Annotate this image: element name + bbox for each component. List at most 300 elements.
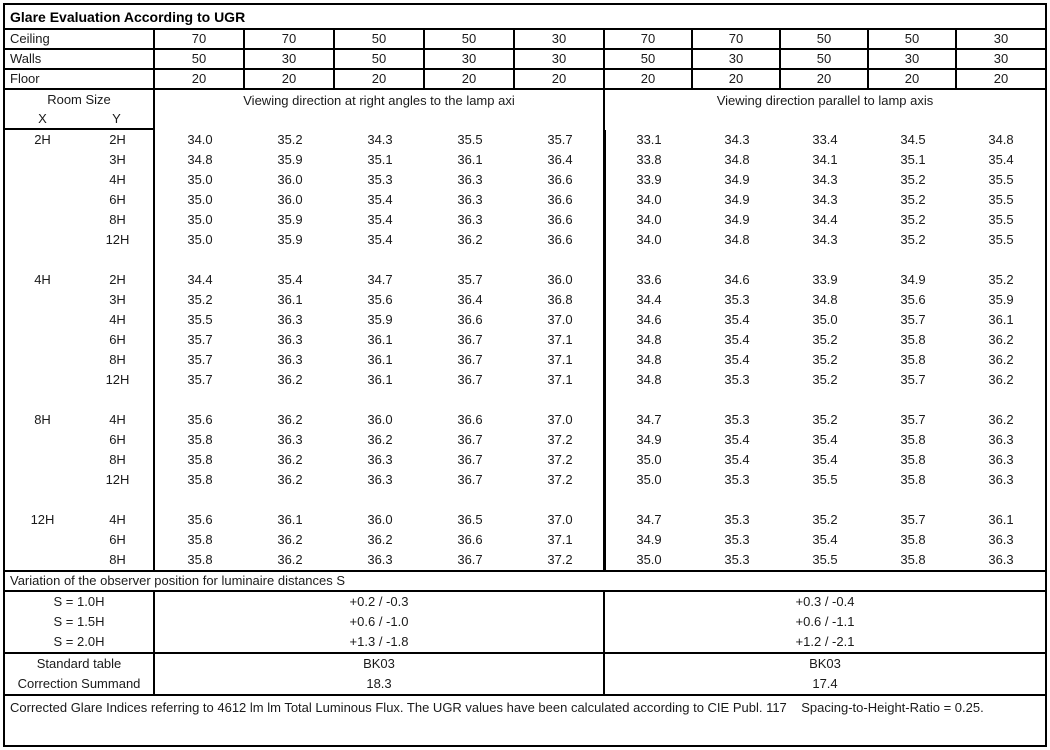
surface-label: Floor <box>5 70 155 88</box>
ugr-value-cell: 36.1 <box>367 372 393 387</box>
surface-value-cell: 50 <box>335 30 425 48</box>
ugr-values-table <box>5 130 1045 570</box>
room-size-y: 8H <box>109 352 126 367</box>
ugr-value-cell: 34.0 <box>187 132 213 147</box>
ugr-value-cell: 36.2 <box>277 412 303 427</box>
ugr-row <box>5 350 1045 370</box>
ugr-value-cell: 35.3 <box>724 532 750 547</box>
summary-parallel-value: 17.4 <box>812 676 838 691</box>
surface-value-cell: 20 <box>155 70 245 88</box>
ugr-value-cell: 37.1 <box>547 352 573 367</box>
ugr-value-cell: 36.0 <box>547 272 573 287</box>
ugr-value-cell: 34.3 <box>812 192 838 207</box>
surface-value-cell: 20 <box>245 70 335 88</box>
ugr-value-cell: 35.0 <box>187 172 213 187</box>
ugr-value-cell: 36.1 <box>277 292 303 307</box>
x-axis-label: X <box>38 111 47 126</box>
ugr-value-cell: 34.0 <box>636 192 662 207</box>
surface-value-cell: 50 <box>155 50 245 68</box>
ugr-value-cell: 36.3 <box>988 452 1014 467</box>
ugr-value-cell: 35.2 <box>812 332 838 347</box>
room-size-x <box>5 450 80 470</box>
surface-value-cell: 50 <box>605 50 693 68</box>
ugr-value-cell: 35.9 <box>277 232 303 247</box>
surface-value-cell: 30 <box>515 50 605 68</box>
parallel-heading: Viewing direction parallel to lamp axis <box>716 93 934 108</box>
ugr-value-cell: 35.8 <box>900 552 926 567</box>
ugr-value-cell: 36.8 <box>547 292 573 307</box>
ugr-value-cell: 35.4 <box>724 332 750 347</box>
surface-value-cell: 70 <box>693 30 781 48</box>
ugr-value-cell: 35.9 <box>277 152 303 167</box>
ugr-value-cell: 36.4 <box>457 292 483 307</box>
title-row <box>5 5 1045 30</box>
room-size-y: 6H <box>109 432 126 447</box>
ugr-glare-evaluation-sheet <box>3 3 1047 747</box>
ugr-value-cell: 36.3 <box>367 472 393 487</box>
ugr-row <box>5 130 1045 150</box>
ugr-value-cell: 35.3 <box>724 372 750 387</box>
ugr-value-cell: 36.1 <box>988 512 1014 527</box>
ugr-value-cell: 36.2 <box>367 532 393 547</box>
ugr-value-cell: 35.8 <box>900 352 926 367</box>
ugr-value-cell: 35.5 <box>988 212 1014 227</box>
ugr-value-cell: 35.0 <box>812 312 838 327</box>
surface-value-cell: 20 <box>425 70 515 88</box>
summary-rows <box>5 654 1045 696</box>
surface-value-cell: 30 <box>693 50 781 68</box>
room-size-x <box>5 530 80 550</box>
ugr-row <box>5 510 1045 530</box>
ugr-value-cell: 34.0 <box>636 212 662 227</box>
ugr-value-cell: 35.5 <box>812 552 838 567</box>
room-size-y: 4H <box>109 512 126 527</box>
ugr-value-cell: 35.8 <box>187 472 213 487</box>
ugr-value-cell: 36.7 <box>457 452 483 467</box>
group-gap <box>5 250 1045 270</box>
surface-label: Walls <box>5 50 155 68</box>
ugr-value-cell: 36.3 <box>457 212 483 227</box>
ugr-value-cell: 36.2 <box>277 372 303 387</box>
room-size-x <box>5 190 80 210</box>
ugr-row <box>5 330 1045 350</box>
ugr-value-cell: 36.1 <box>988 312 1014 327</box>
room-size-x <box>5 470 80 490</box>
room-size-x <box>5 310 80 330</box>
ugr-value-cell: 35.7 <box>547 132 573 147</box>
ugr-value-cell: 36.1 <box>367 332 393 347</box>
room-size-x: 12H <box>30 512 55 527</box>
ugr-value-cell: 35.9 <box>367 312 393 327</box>
surface-value-cell: 30 <box>245 50 335 68</box>
ugr-value-cell: 36.3 <box>988 552 1014 567</box>
summary-parallel-value: BK03 <box>809 656 841 671</box>
room-size-y: 3H <box>109 152 126 167</box>
group-gap <box>5 390 1045 410</box>
ugr-value-cell: 35.7 <box>187 352 213 367</box>
surface-value-cell: 30 <box>515 30 605 48</box>
ugr-value-cell: 35.2 <box>988 272 1014 287</box>
ugr-value-cell: 35.1 <box>367 152 393 167</box>
page-title: Glare Evaluation According to UGR <box>10 9 246 25</box>
ugr-row <box>5 290 1045 310</box>
ugr-value-cell: 35.3 <box>724 292 750 307</box>
ugr-value-cell: 35.2 <box>812 372 838 387</box>
ugr-value-cell: 35.7 <box>900 512 926 527</box>
ugr-row <box>5 550 1045 570</box>
ugr-value-cell: 35.5 <box>988 232 1014 247</box>
ugr-value-cell: 35.0 <box>636 552 662 567</box>
ugr-value-cell: 34.3 <box>724 132 750 147</box>
ugr-value-cell: 36.4 <box>547 152 573 167</box>
ugr-value-cell: 35.7 <box>900 412 926 427</box>
ugr-value-cell: 35.3 <box>724 512 750 527</box>
ugr-value-cell: 35.5 <box>457 132 483 147</box>
ugr-value-cell: 36.3 <box>277 312 303 327</box>
variation-row <box>5 612 1045 632</box>
variation-label: S = 2.0H <box>5 632 155 652</box>
ugr-value-cell: 35.4 <box>367 212 393 227</box>
ugr-value-cell: 35.8 <box>187 452 213 467</box>
summary-label: Standard table <box>5 654 155 674</box>
ugr-value-cell: 35.4 <box>812 432 838 447</box>
room-size-y: 12H <box>105 232 130 247</box>
surface-value-cell: 50 <box>869 30 957 48</box>
variation-right-angle-value: +0.2 / -0.3 <box>155 592 605 612</box>
ugr-value-cell: 35.3 <box>724 552 750 567</box>
ugr-value-cell: 34.8 <box>812 292 838 307</box>
ugr-value-cell: 35.5 <box>988 192 1014 207</box>
room-size-y: 3H <box>109 292 126 307</box>
ugr-value-cell: 34.9 <box>724 172 750 187</box>
room-size-x <box>5 430 80 450</box>
room-size-y: 4H <box>109 312 126 327</box>
ugr-value-cell: 36.0 <box>277 172 303 187</box>
ugr-row <box>5 150 1045 170</box>
ugr-row <box>5 170 1045 190</box>
ugr-value-cell: 36.1 <box>367 352 393 367</box>
summary-row <box>5 654 1045 674</box>
ugr-value-cell: 36.3 <box>277 332 303 347</box>
ugr-value-cell: 36.2 <box>277 452 303 467</box>
ugr-value-cell: 35.4 <box>367 232 393 247</box>
room-size-x <box>5 170 80 190</box>
room-size-x <box>5 230 80 250</box>
ugr-value-cell: 37.2 <box>547 432 573 447</box>
surface-value-cell: 20 <box>869 70 957 88</box>
surface-value-cell: 20 <box>781 70 869 88</box>
ugr-value-cell: 37.0 <box>547 312 573 327</box>
ugr-value-cell: 36.3 <box>457 192 483 207</box>
room-size-y: 12H <box>105 472 130 487</box>
ugr-value-cell: 34.4 <box>812 212 838 227</box>
ugr-value-cell: 34.9 <box>636 432 662 447</box>
room-size-y: 12H <box>105 372 130 387</box>
surface-value-cell: 50 <box>425 30 515 48</box>
variation-right-angle-value: +0.6 / -1.0 <box>155 612 605 632</box>
ugr-value-cell: 34.3 <box>812 172 838 187</box>
ugr-value-cell: 36.7 <box>457 372 483 387</box>
ugr-value-cell: 37.1 <box>547 332 573 347</box>
ugr-value-cell: 34.6 <box>724 272 750 287</box>
ugr-value-cell: 35.0 <box>187 212 213 227</box>
room-size-x <box>5 350 80 370</box>
ugr-value-cell: 36.3 <box>367 552 393 567</box>
ugr-value-cell: 34.8 <box>724 232 750 247</box>
summary-right-angle-value: 18.3 <box>155 674 605 694</box>
ugr-value-cell: 36.6 <box>547 172 573 187</box>
ugr-value-cell: 34.3 <box>812 232 838 247</box>
ugr-value-cell: 36.7 <box>457 332 483 347</box>
surface-value-cell: 20 <box>335 70 425 88</box>
ugr-value-cell: 34.8 <box>636 372 662 387</box>
ugr-row <box>5 190 1045 210</box>
room-size-y: 4H <box>109 172 126 187</box>
ugr-row <box>5 210 1045 230</box>
ugr-value-cell: 37.1 <box>547 372 573 387</box>
ugr-row <box>5 530 1045 550</box>
ugr-value-cell: 34.8 <box>724 152 750 167</box>
ugr-value-cell: 33.9 <box>636 172 662 187</box>
room-size-x <box>5 290 80 310</box>
room-size-x <box>5 330 80 350</box>
ugr-value-cell: 35.7 <box>900 372 926 387</box>
surface-value-cell: 20 <box>693 70 781 88</box>
ugr-value-cell: 35.4 <box>724 452 750 467</box>
room-size-y: 6H <box>109 332 126 347</box>
ugr-value-cell: 35.6 <box>367 292 393 307</box>
ugr-value-cell: 34.7 <box>367 272 393 287</box>
ugr-value-cell: 35.3 <box>724 472 750 487</box>
ugr-value-cell: 35.8 <box>187 432 213 447</box>
ugr-value-cell: 36.7 <box>457 552 483 567</box>
room-size-header-cell <box>5 90 155 130</box>
summary-label: Correction Summand <box>5 674 155 694</box>
ugr-value-cell: 36.3 <box>988 472 1014 487</box>
ugr-value-cell: 35.2 <box>900 192 926 207</box>
ugr-value-cell: 36.2 <box>988 352 1014 367</box>
ugr-value-cell: 36.6 <box>457 532 483 547</box>
variation-rows <box>5 592 1045 654</box>
ugr-value-cell: 35.6 <box>900 292 926 307</box>
ugr-value-cell: 35.2 <box>900 172 926 187</box>
ugr-value-cell: 36.2 <box>277 472 303 487</box>
room-size-x: 8H <box>34 412 51 427</box>
ugr-value-cell: 33.9 <box>812 272 838 287</box>
ugr-value-cell: 35.2 <box>900 212 926 227</box>
ugr-value-cell: 36.6 <box>547 192 573 207</box>
ugr-value-cell: 36.6 <box>547 232 573 247</box>
ugr-value-cell: 35.8 <box>900 332 926 347</box>
ugr-value-cell: 36.1 <box>457 152 483 167</box>
ugr-value-cell: 36.2 <box>988 412 1014 427</box>
surface-reflectance-header <box>5 30 1045 90</box>
ugr-value-cell: 35.2 <box>812 412 838 427</box>
ugr-value-cell: 35.4 <box>812 452 838 467</box>
room-size-y: 2H <box>109 272 126 287</box>
ugr-value-cell: 37.2 <box>547 452 573 467</box>
ugr-value-cell: 34.1 <box>812 152 838 167</box>
ugr-value-cell: 35.5 <box>988 172 1014 187</box>
variation-heading: Variation of the observer position for luminaire distances S <box>5 570 1045 592</box>
surface-row <box>5 30 1045 50</box>
ugr-value-cell: 35.9 <box>988 292 1014 307</box>
room-size-y: 2H <box>109 132 126 147</box>
ugr-value-cell: 34.9 <box>724 212 750 227</box>
ugr-value-cell: 36.0 <box>367 512 393 527</box>
room-size-x <box>5 550 80 570</box>
ugr-row <box>5 430 1045 450</box>
surface-label: Ceiling <box>5 30 155 48</box>
variation-parallel-value: +1.2 / -2.1 <box>795 634 855 649</box>
ugr-row <box>5 370 1045 390</box>
ugr-value-cell: 33.6 <box>636 272 662 287</box>
surface-value-cell: 50 <box>781 50 869 68</box>
variation-parallel-value: +0.6 / -1.1 <box>795 614 855 629</box>
ugr-row <box>5 270 1045 290</box>
ugr-value-cell: 34.9 <box>636 532 662 547</box>
ugr-value-cell: 35.2 <box>812 512 838 527</box>
ugr-value-cell: 36.3 <box>988 532 1014 547</box>
ugr-value-cell: 34.3 <box>367 132 393 147</box>
ugr-value-cell: 36.3 <box>277 432 303 447</box>
room-size-x <box>5 370 80 390</box>
ugr-value-cell: 34.8 <box>187 152 213 167</box>
ugr-value-cell: 34.9 <box>724 192 750 207</box>
ugr-value-cell: 35.2 <box>900 232 926 247</box>
ugr-value-cell: 35.0 <box>636 452 662 467</box>
ugr-value-cell: 35.8 <box>900 452 926 467</box>
ugr-value-cell: 36.2 <box>277 552 303 567</box>
room-size-y: 8H <box>109 552 126 567</box>
ugr-value-cell: 34.4 <box>187 272 213 287</box>
ugr-value-cell: 33.4 <box>812 132 838 147</box>
ugr-value-cell: 35.8 <box>187 532 213 547</box>
ugr-value-cell: 35.4 <box>367 192 393 207</box>
variation-label: S = 1.0H <box>5 592 155 612</box>
ugr-value-cell: 34.8 <box>636 352 662 367</box>
room-size-label: Room Size <box>47 92 111 107</box>
ugr-value-cell: 35.8 <box>900 432 926 447</box>
surface-row <box>5 50 1045 70</box>
ugr-value-cell: 36.7 <box>457 472 483 487</box>
ugr-value-cell: 35.7 <box>187 372 213 387</box>
ugr-value-cell: 35.7 <box>900 312 926 327</box>
ugr-value-cell: 34.6 <box>636 312 662 327</box>
room-size-x <box>5 210 80 230</box>
variation-row <box>5 632 1045 652</box>
variation-right-angle-value: +1.3 / -1.8 <box>155 632 605 652</box>
ugr-value-cell: 34.0 <box>636 232 662 247</box>
direction-header <box>5 90 1045 130</box>
surface-value-cell: 70 <box>605 30 693 48</box>
ugr-value-cell: 35.7 <box>457 272 483 287</box>
ugr-value-cell: 36.3 <box>988 432 1014 447</box>
surface-value-cell: 50 <box>335 50 425 68</box>
ugr-value-cell: 37.2 <box>547 472 573 487</box>
variation-parallel-value: +0.3 / -0.4 <box>795 594 855 609</box>
room-size-axes <box>5 110 153 128</box>
ugr-value-cell: 35.4 <box>277 272 303 287</box>
ugr-value-cell: 35.9 <box>277 212 303 227</box>
summary-right-angle-value: BK03 <box>155 654 605 674</box>
ugr-value-cell: 35.3 <box>724 412 750 427</box>
ugr-value-cell: 35.4 <box>724 312 750 327</box>
surface-value-cell: 70 <box>245 30 335 48</box>
ugr-value-cell: 36.5 <box>457 512 483 527</box>
variation-row <box>5 592 1045 612</box>
ugr-value-cell: 35.4 <box>724 352 750 367</box>
ugr-value-cell: 34.8 <box>988 132 1014 147</box>
room-size-y: 8H <box>109 212 126 227</box>
room-size-y: 8H <box>109 452 126 467</box>
ugr-value-cell: 34.4 <box>636 292 662 307</box>
room-size-x: 2H <box>34 132 51 147</box>
variation-label: S = 1.5H <box>5 612 155 632</box>
ugr-value-cell: 35.2 <box>812 352 838 367</box>
ugr-value-cell: 35.0 <box>636 472 662 487</box>
ugr-value-cell: 35.0 <box>187 232 213 247</box>
ugr-value-cell: 36.0 <box>367 412 393 427</box>
ugr-value-cell: 33.1 <box>636 132 662 147</box>
ugr-value-cell: 35.2 <box>187 292 213 307</box>
ugr-value-cell: 36.6 <box>457 412 483 427</box>
ugr-value-cell: 35.6 <box>187 412 213 427</box>
ugr-value-cell: 35.5 <box>812 472 838 487</box>
ugr-value-cell: 37.0 <box>547 512 573 527</box>
ugr-value-cell: 34.7 <box>636 512 662 527</box>
ugr-value-cell: 34.9 <box>900 272 926 287</box>
surface-row <box>5 70 1045 90</box>
surface-value-cell: 30 <box>425 50 515 68</box>
room-size-y: 6H <box>109 532 126 547</box>
ugr-value-cell: 33.8 <box>636 152 662 167</box>
surface-value-cell: 20 <box>515 70 605 88</box>
ugr-value-cell: 34.7 <box>636 412 662 427</box>
ugr-value-cell: 36.3 <box>457 172 483 187</box>
ugr-value-cell: 35.0 <box>187 192 213 207</box>
ugr-value-cell: 36.2 <box>988 332 1014 347</box>
ugr-row <box>5 310 1045 330</box>
surface-value-cell: 30 <box>993 51 1009 66</box>
y-axis-label: Y <box>112 111 121 126</box>
ugr-value-cell: 37.0 <box>547 412 573 427</box>
ugr-value-cell: 35.5 <box>187 312 213 327</box>
ugr-value-cell: 36.7 <box>457 432 483 447</box>
surface-value-cell: 20 <box>605 70 693 88</box>
ugr-value-cell: 36.1 <box>277 512 303 527</box>
surface-value-cell: 70 <box>155 30 245 48</box>
ugr-value-cell: 36.2 <box>457 232 483 247</box>
room-size-y: 4H <box>109 412 126 427</box>
ugr-value-cell: 35.4 <box>988 152 1014 167</box>
ugr-row <box>5 230 1045 250</box>
ugr-value-cell: 36.6 <box>547 212 573 227</box>
ugr-row <box>5 470 1045 490</box>
summary-row <box>5 674 1045 694</box>
ugr-value-cell: 35.8 <box>900 472 926 487</box>
right-angle-heading: Viewing direction at right angles to the lamp axi <box>155 90 605 130</box>
ugr-value-cell: 36.7 <box>457 352 483 367</box>
ugr-value-cell: 36.2 <box>277 532 303 547</box>
ugr-value-cell: 37.1 <box>547 532 573 547</box>
ugr-value-cell: 36.2 <box>988 372 1014 387</box>
ugr-value-cell: 36.3 <box>277 352 303 367</box>
room-size-x: 4H <box>34 272 51 287</box>
surface-value-cell: 20 <box>993 71 1009 86</box>
ugr-value-cell: 35.2 <box>277 132 303 147</box>
ugr-value-cell: 34.5 <box>900 132 926 147</box>
